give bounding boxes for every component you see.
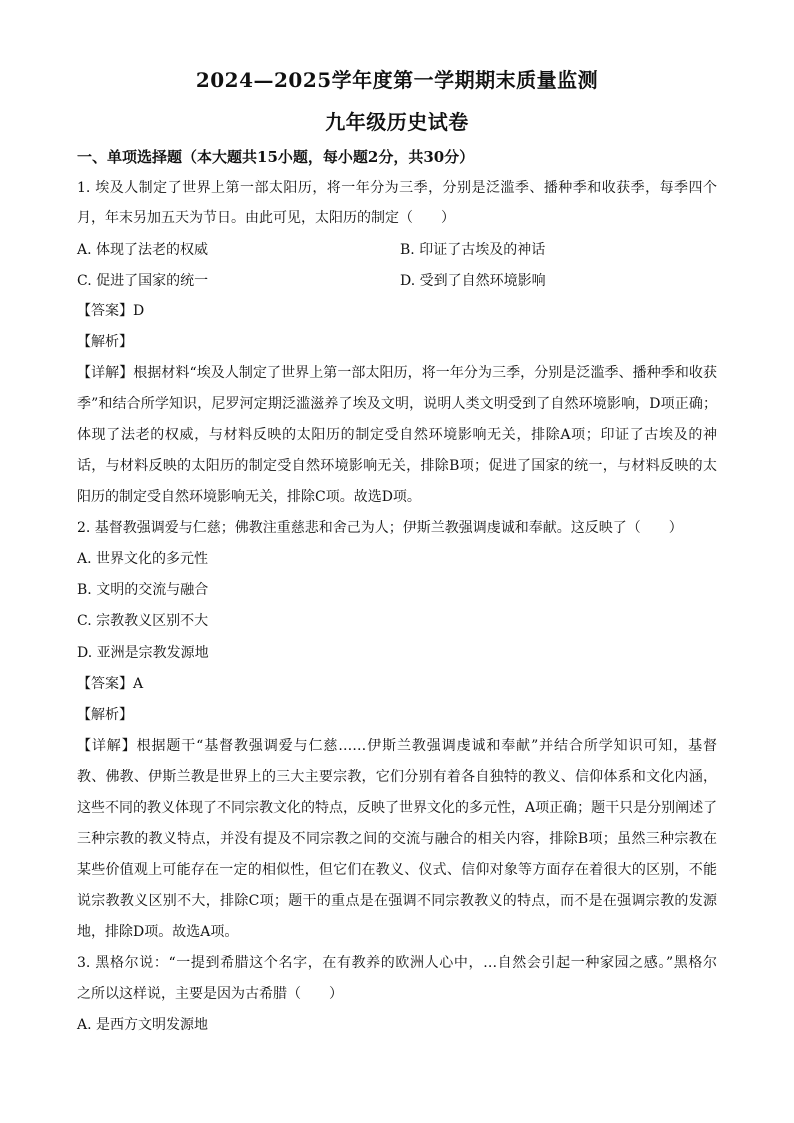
q2-detail-line6: 说宗教教义区别不大，排除C项；题干的重点是在强调不同宗教教义的特点，而不是在强调宗教的发源 (77, 893, 717, 909)
q2-option-a: A. 世界文化的多元性 (77, 551, 209, 567)
q1-stem-line2: 月，年末另加五天为节日。由此可见，太阳历的制定（ ） (77, 210, 455, 226)
section-heading: 一、单项选择题（本大题共15小题，每小题2分，共30分） (77, 148, 475, 166)
q1-detail-line4: 话，与材料反映的太阳历的制定受自然环境影响无关，排除B项；促进了国家的统一，与材料反映的太 (77, 458, 717, 474)
q2-detail-line5: 某些价值观上可能存在一定的相似性，但它们在教义、仪式、信仰对象等方面存在着很大的区别，不能 (77, 862, 717, 878)
q2-detail-line7: 地，排除D项。故选A项。 (77, 924, 239, 940)
q2-detail-line2: 教、佛教、伊斯兰教是世界上的三大主要宗教，它们分别有着各自独特的教义、信仰体系和文化内涵， (77, 769, 717, 785)
q2-option-d: D. 亚洲是宗教发源地 (77, 645, 209, 661)
q1-analysis-label: 【解析】 (77, 334, 133, 350)
q2-answer: 【答案】A (77, 676, 144, 692)
q3-stem-line1: 3. 黑格尔说：“一提到希腊这个名字，在有教养的欧洲人心中，…自然会引起一种家园之感。”黑格尔 (77, 955, 717, 971)
q1-answer: 【答案】D (77, 303, 145, 319)
q2-detail-line4: 三种宗教的教义特点，并没有提及不同宗教之间的交流与融合的相关内容，排除B项；虽然三种宗教在 (77, 831, 717, 847)
q1-option-d: D. 受到了自然环境影响 (400, 273, 546, 289)
q2-option-c: C. 宗教教义区别不大 (77, 613, 209, 629)
q1-option-a: A. 体现了法老的权威 (77, 242, 209, 258)
q1-option-b: B. 印证了古埃及的神话 (400, 242, 546, 258)
q2-detail-line3: 这些不同的教义体现了不同宗教文化的特点，反映了世界文化的多元性，A项正确；题干只是分别阐述了 (77, 800, 718, 816)
q2-analysis-label: 【解析】 (77, 707, 133, 723)
q2-detail-line1: 【详解】根据题干“基督教强调爱与仁慈……伊斯兰教强调虔诚和奉献”并结合所学知识可知，基督 (77, 738, 717, 754)
q1-detail-line2: 季”和结合所学知识，尼罗河定期泛滥滋养了埃及文明，说明人类文明受到了自然环境影响，D项正确； (77, 396, 717, 412)
q1-detail-line5: 阳历的制定受自然环境影响无关，排除C项。故选D项。 (77, 489, 421, 505)
q1-detail-line1: 【详解】根据材料“埃及人制定了世界上第一部太阳历，将一年分为三季，分别是泛滥季、播种季和收获 (77, 365, 717, 381)
q2-stem-line1: 2. 基督教强调爱与仁慈；佛教注重慈悲和舍己为人；伊斯兰教强调虔诚和奉献。这反映了（ ） (77, 520, 683, 536)
exam-title: 2024—2025学年度第一学期期末质量监测 (195, 68, 599, 92)
q1-detail-line3: 体现了法老的权威，与材料反映的太阳历的制定受自然环境影响无关，排除A项；印证了古埃及的神 (77, 427, 717, 443)
q1-stem-line1: 1. 埃及人制定了世界上第一部太阳历，将一年分为三季，分别是泛滥季、播种季和收获季，每季四个 (77, 180, 717, 196)
q3-stem-line2: 之所以这样说，主要是因为古希腊（ ） (77, 986, 343, 1002)
q3-option-a: A. 是西方文明发源地 (77, 1017, 209, 1033)
q2-option-b: B. 文明的交流与融合 (77, 582, 209, 598)
q1-option-c: C. 促进了国家的统一 (77, 273, 209, 289)
exam-subtitle: 九年级历史试卷 (325, 110, 469, 134)
